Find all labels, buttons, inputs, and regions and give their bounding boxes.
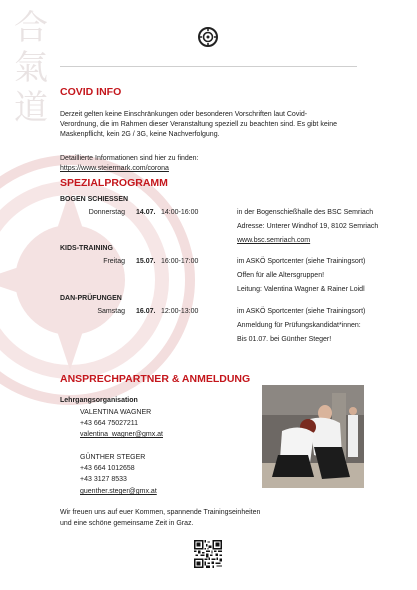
program-time: 14:00-16:00 [161,209,199,216]
covid-info-link[interactable]: https://www.steiermark.com/corona [60,165,169,172]
contact-heading: ANSPRECHPARTNER & ANMELDUNG [60,373,251,385]
program-section-title: DAN-PRÜFUNGEN [60,295,122,302]
program-day: Freitag [103,258,125,265]
program-day: Donnerstag [88,209,125,216]
program-section-title: BOGEN SCHIESSEN [60,196,129,203]
program-detail-line: Bis 01.07. bei Günther Steger! [237,336,332,343]
program-time: 12:00-13:00 [161,308,199,315]
contact-org-label: Lehrgangsorganisation [60,397,138,404]
program-detail-line: Offen für alle Altersgruppen! [237,272,325,279]
program-detail-line: Leitung: Valentina Wagner & Rainer Loidl [237,286,365,293]
program-date: 15.07. [136,258,156,265]
contact-person2-name: GÜNTHER STEGER [80,454,146,461]
aikido-kanji-watermark: 合 氣 道 [14,8,48,128]
program-detail-line: Anmeldung für Prüfungskandidat*innen: [237,322,361,329]
closing-text-line2: und eine schöne gemeinsame Zeit in Graz. [60,520,194,527]
program-detail-line: im ASKÖ Sportcenter (siehe Trainingsort) [237,308,366,315]
covid-info-text: Detaillierte Informationen sind hier zu finden: [60,155,199,162]
covid-text-line2: Verordnung, die im Rahmen dieser Veranstaltung speziell zu beachten sind. Es gibt keine [60,121,338,128]
contact-person1-email[interactable]: valentina_wagner@gmx.at [80,431,163,438]
covid-text-line3: Maskenpflicht, kein 2G / 3G, keine Nachverfolgung. [60,131,220,138]
contact-person2-phone1: +43 664 1012658 [80,465,135,472]
contact-person1-phone: +43 664 75027211 [80,420,139,427]
qr-code-icon[interactable] [194,540,222,568]
crest-watermark-icon [0,150,200,410]
program-detail-line: Adresse: Unterer Windhof 19, 8102 Semriach [237,223,379,230]
program-detail-line: in der Bogenschießhalle des BSC Semriach [237,209,374,216]
program-detail-link[interactable]: www.bsc.semriach.com [237,237,311,244]
program-time: 16:00-17:00 [161,258,199,265]
contact-person2-phone2: +43 3127 8533 [80,476,127,483]
club-logo-icon [198,27,218,47]
contact-person1-name: VALENTINA WAGNER [80,409,152,416]
top-divider [60,66,357,67]
aikido-training-photo [262,385,364,488]
program-date: 16.07. [136,308,156,315]
program-heading: SPEZIALPROGRAMM [60,177,168,189]
program-detail-line: im ASKÖ Sportcenter (siehe Trainingsort) [237,258,366,265]
program-date: 14.07. [136,209,156,216]
contact-person2-email[interactable]: guenther.steger@gmx.at [80,488,157,495]
program-day: Samstag [97,308,125,315]
program-section-title: KIDS-TRAINING [60,245,113,252]
covid-text-line1: Derzeit gelten keine Einschränkungen oder besonderen Vorschriften laut Covid- [60,111,308,118]
covid-heading: COVID INFO [60,86,122,98]
closing-text-line1: Wir freuen uns auf euer Kommen, spannende Trainingseinheiten [60,509,261,516]
